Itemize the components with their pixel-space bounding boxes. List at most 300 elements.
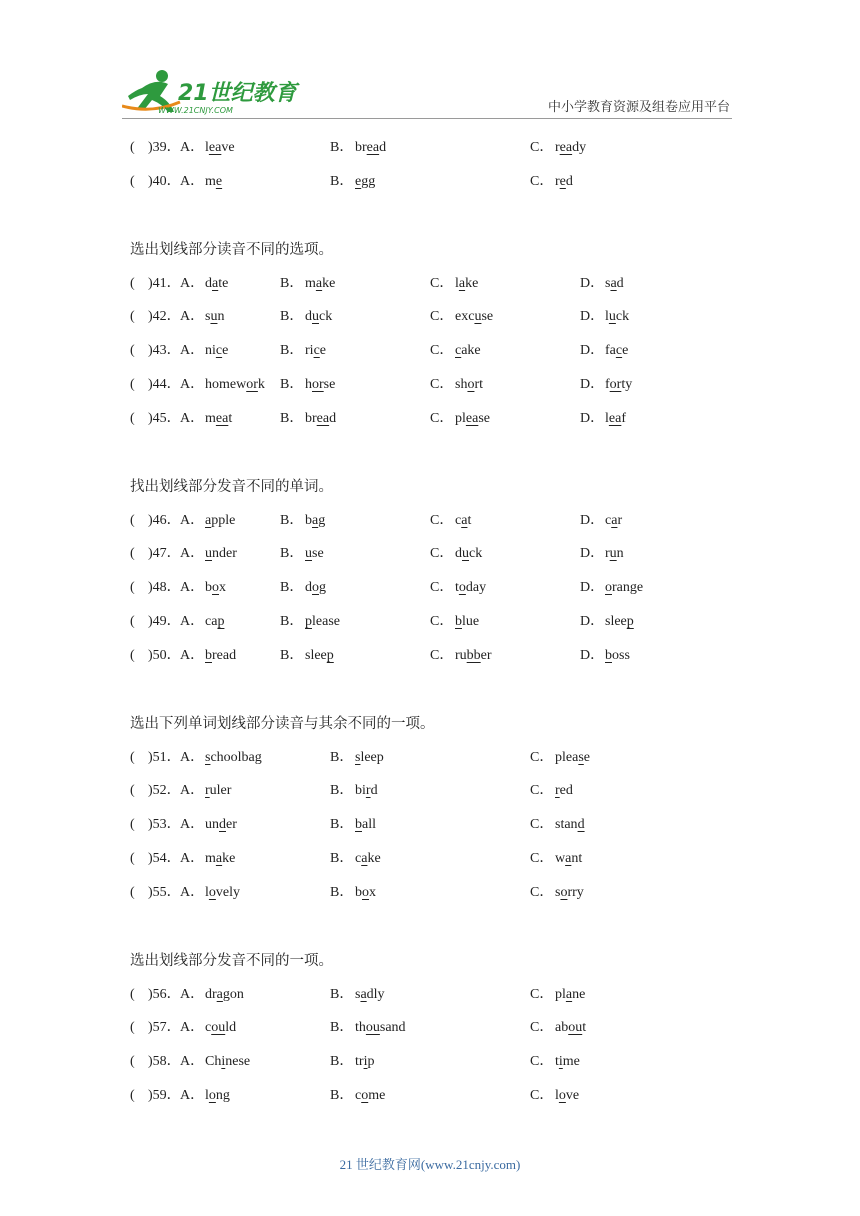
word-prefix: un <box>205 817 219 833</box>
option-word <box>205 174 222 189</box>
option-word <box>455 343 481 358</box>
option-letter: D． <box>580 614 605 629</box>
option-letter: D． <box>580 343 605 359</box>
option-letter: A． <box>180 275 205 291</box>
answer-option[interactable] <box>280 307 332 327</box>
underlined-letters: d <box>577 817 585 833</box>
answer-option[interactable] <box>580 274 624 294</box>
answer-option[interactable] <box>330 849 381 869</box>
word-suffix: k <box>257 377 265 392</box>
answer-option[interactable] <box>180 849 235 869</box>
underlined-letters: ea <box>559 140 573 155</box>
option-word <box>355 885 376 900</box>
word-prefix: w <box>555 851 566 866</box>
answer-option[interactable] <box>430 646 492 666</box>
word-prefix: exc <box>455 309 475 325</box>
option-letter: C． <box>430 275 454 291</box>
word-suffix: se <box>312 546 324 562</box>
answer-option[interactable] <box>180 815 237 835</box>
answer-bracket[interactable]: ( <box>130 377 135 392</box>
option-word <box>555 750 590 765</box>
word-prefix: r <box>605 546 610 562</box>
question-number: )54． <box>148 851 181 866</box>
option-letter: A． <box>180 817 205 833</box>
word-prefix: s <box>555 884 561 900</box>
answer-option[interactable] <box>180 883 240 903</box>
answer-option[interactable] <box>280 409 336 429</box>
answer-bracket[interactable]: ( <box>130 275 135 291</box>
underlined-letters: b <box>455 614 462 629</box>
underlined-letters: a <box>360 986 367 1002</box>
option-word <box>205 648 236 663</box>
option-word <box>305 546 324 561</box>
underlined-letters: u <box>205 546 212 562</box>
question-row <box>130 748 750 768</box>
answer-bracket[interactable]: ( <box>130 884 135 900</box>
answer-option[interactable] <box>180 1018 236 1038</box>
question-number: )58． <box>148 1054 181 1070</box>
option-word <box>205 1088 230 1103</box>
option-word <box>555 987 585 1002</box>
answer-option[interactable] <box>430 409 490 429</box>
answer-bracket[interactable]: ( <box>130 309 135 325</box>
answer-option[interactable] <box>180 138 235 158</box>
underlined-letters: ea <box>215 410 229 426</box>
word-suffix: vely <box>215 884 240 900</box>
answer-bracket[interactable]: ( <box>130 647 135 663</box>
question-row <box>130 612 750 632</box>
option-word <box>205 276 228 291</box>
option-word <box>355 1088 385 1103</box>
answer-option[interactable] <box>180 307 224 327</box>
answer-option[interactable] <box>330 1052 374 1072</box>
answer-option[interactable] <box>530 1086 579 1106</box>
answer-bracket[interactable]: ( <box>130 986 135 1002</box>
answer-option[interactable] <box>280 341 326 361</box>
answer-option[interactable] <box>530 815 585 835</box>
answer-option[interactable] <box>580 511 622 531</box>
word-suffix: sand <box>379 1020 406 1036</box>
word-suffix: e <box>622 343 629 359</box>
section-title: 选出下列单词划线部分读音与其余不同的一项。 <box>130 715 435 732</box>
answer-option[interactable] <box>580 375 632 395</box>
answer-bracket[interactable]: ( <box>130 173 135 189</box>
answer-bracket[interactable]: ( <box>130 749 135 765</box>
option-word <box>205 513 235 528</box>
word-prefix: c <box>205 1020 212 1036</box>
option-letter: D． <box>580 546 605 562</box>
underlined-letters: i <box>221 1054 226 1070</box>
option-word <box>305 276 335 291</box>
answer-option[interactable] <box>280 578 326 598</box>
option-letter: B． <box>280 275 304 291</box>
answer-option[interactable] <box>530 849 582 869</box>
word-suffix: ck <box>469 546 483 562</box>
word-prefix: ru <box>455 647 467 663</box>
option-word <box>555 851 582 866</box>
option-word <box>205 546 237 561</box>
underlined-letters: a <box>565 851 572 866</box>
word-suffix: e <box>583 749 590 765</box>
option-letter: B． <box>330 817 354 833</box>
option-letter: B． <box>280 410 304 426</box>
answer-option[interactable] <box>330 781 378 801</box>
underlined-letters: o <box>361 1088 369 1103</box>
underlined-letters: or <box>246 377 258 392</box>
word-suffix: dy <box>572 140 587 155</box>
answer-option[interactable] <box>330 138 386 158</box>
answer-option[interactable] <box>180 985 244 1005</box>
option-word <box>355 817 376 832</box>
answer-option[interactable] <box>280 544 324 564</box>
underlined-letters: c <box>615 343 623 359</box>
answer-option[interactable] <box>180 274 228 294</box>
word-prefix: ca <box>205 614 218 629</box>
answer-option[interactable] <box>430 544 482 564</box>
underlined-letters: s <box>205 749 211 765</box>
underlined-letters: u <box>210 309 218 325</box>
underlined-letters: a <box>611 512 618 528</box>
word-prefix: c <box>605 512 612 528</box>
answer-option[interactable] <box>530 985 585 1005</box>
option-letter: B． <box>280 546 304 562</box>
option-letter: B． <box>330 1054 354 1070</box>
word-suffix: ng <box>215 1088 230 1103</box>
question-row <box>130 274 750 294</box>
answer-bracket[interactable]: ( <box>130 140 135 155</box>
answer-option[interactable] <box>180 781 231 801</box>
answer-option[interactable] <box>330 985 385 1005</box>
answer-bracket[interactable]: ( <box>130 851 135 866</box>
question-row <box>130 375 750 395</box>
answer-option[interactable] <box>180 511 235 531</box>
word-prefix: d <box>205 275 212 291</box>
logo <box>122 66 302 116</box>
option-letter: A． <box>180 546 205 562</box>
option-word <box>605 411 626 426</box>
word-prefix: d <box>305 309 312 325</box>
answer-option[interactable] <box>580 612 634 632</box>
word-prefix: ri <box>305 343 314 359</box>
option-word <box>455 276 478 291</box>
underlined-letters: e <box>559 173 566 189</box>
answer-option[interactable] <box>180 748 262 768</box>
answer-option[interactable] <box>330 815 376 835</box>
underlined-letters: o <box>467 377 475 392</box>
question-number: )39． <box>148 140 181 155</box>
word-suffix: e <box>222 343 229 359</box>
answer-option[interactable] <box>330 1018 406 1038</box>
question-number: )53． <box>148 817 181 833</box>
option-word <box>605 513 622 528</box>
option-letter: A． <box>180 1054 205 1070</box>
question-row <box>130 883 750 903</box>
word-prefix: l <box>205 140 209 155</box>
word-prefix: l <box>555 1088 559 1103</box>
option-word <box>205 377 265 392</box>
word-suffix: p <box>367 1054 375 1070</box>
answer-bracket[interactable]: ( <box>130 580 135 596</box>
word-prefix: t <box>455 580 459 596</box>
word-prefix: stan <box>555 817 578 833</box>
underlined-letters: d <box>219 817 226 833</box>
option-letter: B． <box>330 173 354 189</box>
underlined-letters: b <box>605 647 612 663</box>
answer-bracket[interactable]: ( <box>130 343 135 359</box>
answer-option[interactable] <box>180 409 232 429</box>
answer-bracket[interactable]: ( <box>130 1054 135 1070</box>
answer-bracket[interactable]: ( <box>130 614 135 629</box>
option-letter: B． <box>330 986 354 1002</box>
option-word <box>455 411 490 426</box>
answer-option[interactable] <box>330 172 375 192</box>
word-suffix: ed <box>559 783 573 799</box>
word-suffix: ve <box>565 1088 580 1103</box>
word-prefix: tr <box>355 1054 364 1070</box>
option-word <box>555 140 586 155</box>
answer-option[interactable] <box>530 1052 580 1072</box>
underlined-letters: ea <box>366 140 380 155</box>
word-prefix: sh <box>455 377 468 392</box>
answer-option[interactable] <box>580 578 643 598</box>
answer-option[interactable] <box>580 544 624 564</box>
word-suffix: se <box>323 377 336 392</box>
word-prefix: slee <box>305 647 327 663</box>
option-letter: B． <box>280 377 304 392</box>
word-suffix: nese <box>225 1054 251 1070</box>
question-row <box>130 985 750 1005</box>
underlined-letters: s <box>355 749 361 765</box>
option-word <box>305 513 325 528</box>
option-letter: D． <box>580 377 605 392</box>
word-prefix: pl <box>455 410 466 426</box>
word-suffix: se <box>481 309 494 325</box>
answer-bracket[interactable]: ( <box>130 1088 135 1103</box>
answer-option[interactable] <box>530 1018 586 1038</box>
option-letter: D． <box>580 275 605 291</box>
word-suffix: g <box>318 512 326 528</box>
answer-option[interactable] <box>530 883 584 903</box>
answer-bracket[interactable]: ( <box>130 817 135 833</box>
question-number: )48． <box>148 580 181 596</box>
answer-option[interactable] <box>280 274 335 294</box>
option-letter: C． <box>530 817 554 833</box>
answer-option[interactable] <box>430 511 471 531</box>
option-word <box>305 411 336 426</box>
answer-option[interactable] <box>430 307 493 327</box>
option-letter: D． <box>580 647 605 663</box>
answer-option[interactable] <box>280 511 325 531</box>
option-letter: C． <box>530 884 554 900</box>
option-letter: C． <box>530 140 554 155</box>
question-row <box>130 511 750 531</box>
word-suffix: nt <box>571 851 583 866</box>
option-letter: A． <box>180 749 205 765</box>
answer-option[interactable] <box>430 612 479 632</box>
underlined-letters: i <box>363 1054 368 1070</box>
underlined-letters: a <box>565 986 573 1002</box>
word-prefix: br <box>355 140 367 155</box>
word-prefix: fa <box>605 343 616 359</box>
question-number: )52． <box>148 783 181 799</box>
answer-option[interactable] <box>580 409 626 429</box>
word-suffix: ke <box>322 275 336 291</box>
underlined-letters: p <box>305 614 312 629</box>
answer-bracket[interactable]: ( <box>130 1020 135 1036</box>
word-suffix: lease <box>312 614 340 629</box>
option-letter: A． <box>180 410 205 426</box>
word-suffix: d <box>379 140 387 155</box>
question-number: )49． <box>148 614 181 629</box>
word-suffix: t <box>582 1020 587 1036</box>
option-word <box>455 377 483 392</box>
question-row <box>130 849 750 869</box>
answer-option[interactable] <box>580 307 629 327</box>
answer-option[interactable] <box>180 612 224 632</box>
option-letter: B． <box>280 580 304 596</box>
underlined-letters: bb <box>466 647 481 663</box>
option-letter: A． <box>180 512 205 528</box>
answer-option[interactable] <box>180 375 265 395</box>
word-suffix: er <box>226 817 237 833</box>
underlined-letters: i <box>558 1054 563 1070</box>
word-suffix: ck <box>615 309 630 325</box>
answer-option[interactable] <box>530 138 586 158</box>
word-suffix: leep <box>360 749 384 765</box>
word-suffix: rry <box>567 884 584 900</box>
word-prefix: l <box>605 309 609 325</box>
word-prefix: t <box>555 1054 559 1070</box>
option-letter: A． <box>180 783 205 799</box>
question-number: )55． <box>148 884 181 900</box>
option-letter: A． <box>180 580 205 596</box>
word-prefix: th <box>355 1020 366 1036</box>
answer-option[interactable] <box>280 612 340 632</box>
question-row <box>130 409 750 429</box>
answer-option[interactable] <box>530 172 573 192</box>
answer-option[interactable] <box>280 375 335 395</box>
option-word <box>355 174 375 189</box>
option-letter: C． <box>430 377 454 392</box>
word-prefix: Ch <box>205 1054 222 1070</box>
answer-option[interactable] <box>180 341 228 361</box>
answer-option[interactable] <box>180 172 222 192</box>
word-suffix: d <box>616 275 624 291</box>
answer-option[interactable] <box>180 646 236 666</box>
answer-bracket[interactable]: ( <box>130 546 135 562</box>
word-prefix: b <box>205 580 212 596</box>
answer-option[interactable] <box>180 544 237 564</box>
underlined-letters: a <box>361 851 368 866</box>
option-letter: C． <box>530 1020 554 1036</box>
word-suffix: x <box>219 580 226 596</box>
answer-bracket[interactable]: ( <box>130 410 135 426</box>
option-letter: B． <box>280 309 304 325</box>
underlined-letters: a <box>212 275 219 291</box>
option-word <box>355 851 381 866</box>
word-suffix: gon <box>222 986 244 1002</box>
option-word <box>205 885 240 900</box>
answer-option[interactable] <box>430 274 478 294</box>
option-word <box>205 140 235 155</box>
word-suffix: se <box>478 410 490 426</box>
word-suffix: me <box>368 1088 386 1103</box>
word-suffix: oss <box>612 647 630 663</box>
logo-title: 21世纪教育 <box>178 81 297 106</box>
word-suffix: d <box>370 783 378 799</box>
answer-option[interactable] <box>580 341 628 361</box>
answer-option[interactable] <box>430 341 481 361</box>
question-row <box>130 578 750 598</box>
option-letter: A． <box>180 343 205 359</box>
option-word <box>555 1088 579 1103</box>
underlined-letters: or <box>312 377 324 392</box>
option-word <box>455 513 471 528</box>
word-suffix: n <box>217 309 225 325</box>
word-suffix: range <box>612 580 644 596</box>
answer-option[interactable] <box>330 1086 385 1106</box>
option-letter: B． <box>330 1020 354 1036</box>
answer-option[interactable] <box>180 1086 230 1106</box>
question-row <box>130 172 750 192</box>
answer-option[interactable] <box>430 578 486 598</box>
answer-option[interactable] <box>180 578 226 598</box>
word-suffix: ke <box>367 851 381 866</box>
option-word <box>205 1020 236 1035</box>
word-suffix: ke <box>222 851 236 866</box>
answer-option[interactable] <box>580 646 630 666</box>
option-word <box>605 546 624 561</box>
answer-option[interactable] <box>530 781 573 801</box>
answer-option[interactable] <box>330 883 376 903</box>
option-word <box>355 783 378 798</box>
underlined-letters: or <box>609 377 622 392</box>
answer-bracket[interactable]: ( <box>130 512 135 528</box>
underlined-letters: e <box>215 173 223 189</box>
answer-option[interactable] <box>180 1052 250 1072</box>
answer-option[interactable] <box>530 748 590 768</box>
underlined-letters: o <box>208 884 216 900</box>
underlined-letters: ea <box>608 410 622 426</box>
option-word <box>555 1054 580 1069</box>
word-prefix: s <box>355 986 361 1002</box>
answer-option[interactable] <box>280 646 334 666</box>
answer-option[interactable] <box>330 748 384 768</box>
option-word <box>455 614 479 629</box>
word-suffix: ne <box>572 986 586 1002</box>
answer-bracket[interactable]: ( <box>130 783 135 799</box>
option-word <box>355 140 386 155</box>
word-prefix: s <box>605 275 611 291</box>
word-suffix: te <box>218 275 229 291</box>
option-letter: C． <box>430 512 454 528</box>
word-prefix: s <box>205 309 211 325</box>
word-suffix: ve <box>221 140 235 155</box>
question-row <box>130 1018 750 1038</box>
answer-option[interactable] <box>430 375 483 395</box>
underlined-letters: p <box>326 647 334 663</box>
option-word <box>305 648 334 663</box>
option-word <box>605 648 630 663</box>
option-word <box>555 783 573 798</box>
word-suffix: d <box>329 410 337 426</box>
underlined-letters: a <box>205 512 212 528</box>
option-letter: C． <box>530 986 554 1002</box>
word-suffix: uler <box>209 783 232 799</box>
option-word <box>555 174 573 189</box>
word-prefix: ni <box>205 343 216 359</box>
word-suffix: ld <box>225 1020 237 1036</box>
